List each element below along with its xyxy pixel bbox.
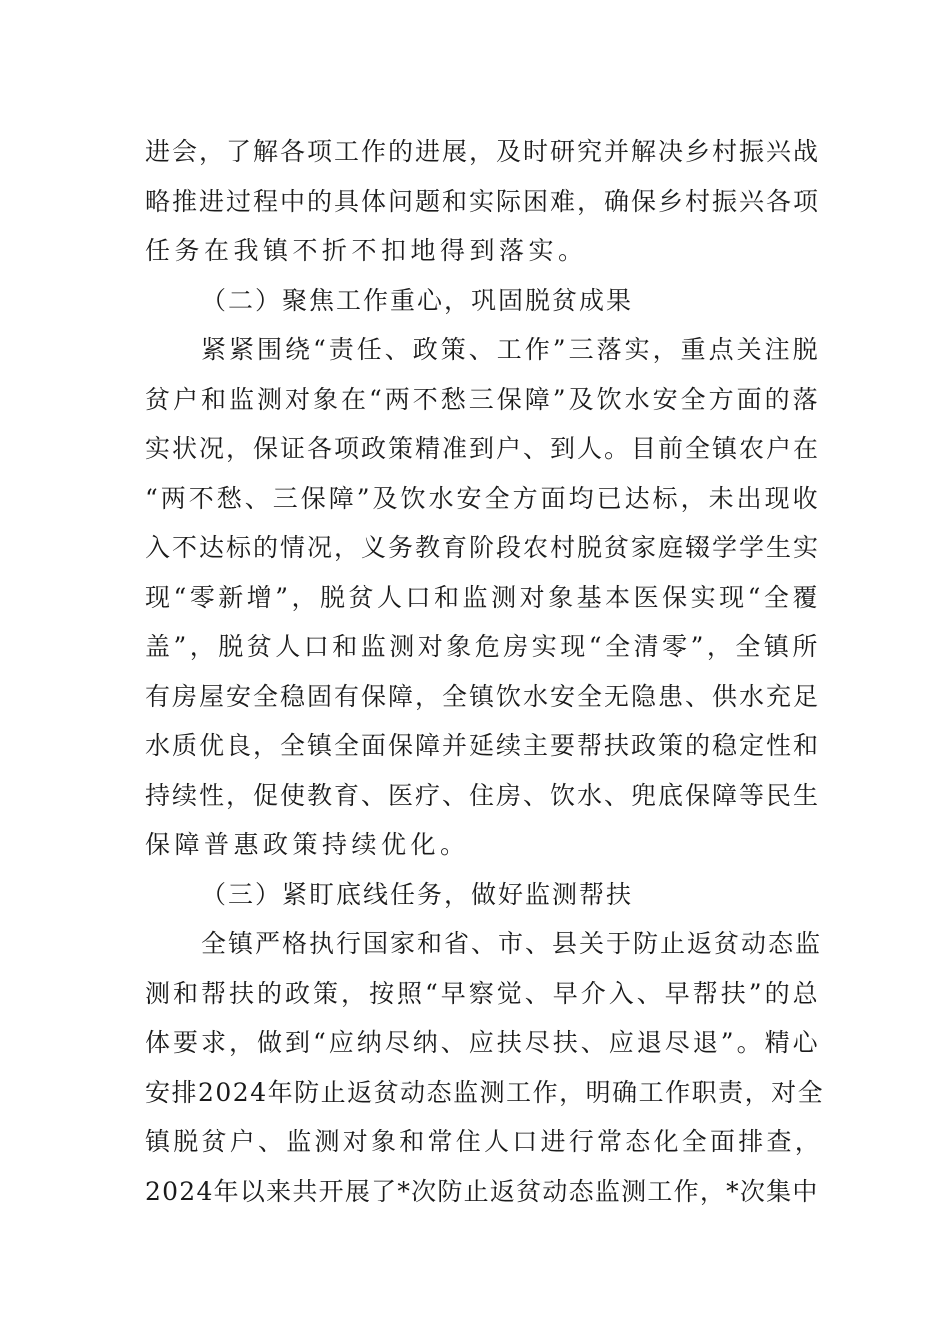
paragraph-line: 进会，了解各项工作的进展，及时研究并解决乡村振兴战: [145, 137, 821, 166]
section-heading-2: （二）聚焦工作重心，巩固脱贫成果: [201, 285, 634, 315]
paragraph-line: 实状况，保证各项政策精准到户、到人。目前全镇农户在: [145, 434, 821, 463]
paragraph-line: “两不愁、三保障”及饮水安全方面均已达标，未出现收: [145, 483, 821, 513]
paragraph-line: 有房屋安全稳固有保障，全镇饮水安全无隐患、供水充足: [145, 681, 821, 711]
paragraph-line: 测和帮扶的政策，按照“早察觉、早介入、早帮扶”的总: [145, 978, 821, 1008]
paragraph-line: 任务在我镇不折不扣地得到落实。: [145, 236, 588, 265]
paragraph-line: 2024年以来共开展了*次防止返贫动态监测工作，*次集中: [145, 1176, 819, 1206]
paragraph-line: 略推进过程中的具体问题和实际困难，确保乡村振兴各项: [145, 186, 821, 216]
paragraph-line: 保障普惠政策持续优化。: [145, 830, 470, 859]
section-heading-3: （三）紧盯底线任务，做好监测帮扶: [201, 879, 634, 909]
paragraph-line: 镇脱贫户、监测对象和常住人口进行常态化全面排查，: [145, 1127, 824, 1156]
paragraph-line: 安排2024年防止返贫动态监测工作，明确工作职责，对全: [145, 1077, 825, 1107]
paragraph-line: 水质优良，全镇全面保障并延续主要帮扶政策的稳定性和: [145, 731, 821, 760]
paragraph-line: 全镇严格执行国家和省、市、县关于防止返贫动态监: [201, 929, 823, 958]
paragraph-line: 盖”，脱贫人口和监测对象危房实现“全清零”，全镇所: [145, 632, 821, 661]
paragraph-line: 贫户和监测对象在“两不愁三保障”及饮水安全方面的落: [145, 384, 821, 414]
document-body: [145, 127, 825, 1216]
paragraph-line: 体要求，做到“应纳尽纳、应扶尽扶、应退尽退”。精心: [145, 1028, 821, 1057]
paragraph-line: 持续性，促使教育、医疗、住房、饮水、兜底保障等民生: [145, 780, 821, 810]
paragraph-line: 入不达标的情况，义务教育阶段农村脱贫家庭辍学学生实: [145, 533, 821, 562]
paragraph-line: 紧紧围绕“责任、政策、工作”三落实，重点关注脱: [201, 335, 821, 364]
paragraph-line: 现“零新增”，脱贫人口和监测对象基本医保实现“全覆: [145, 582, 821, 612]
